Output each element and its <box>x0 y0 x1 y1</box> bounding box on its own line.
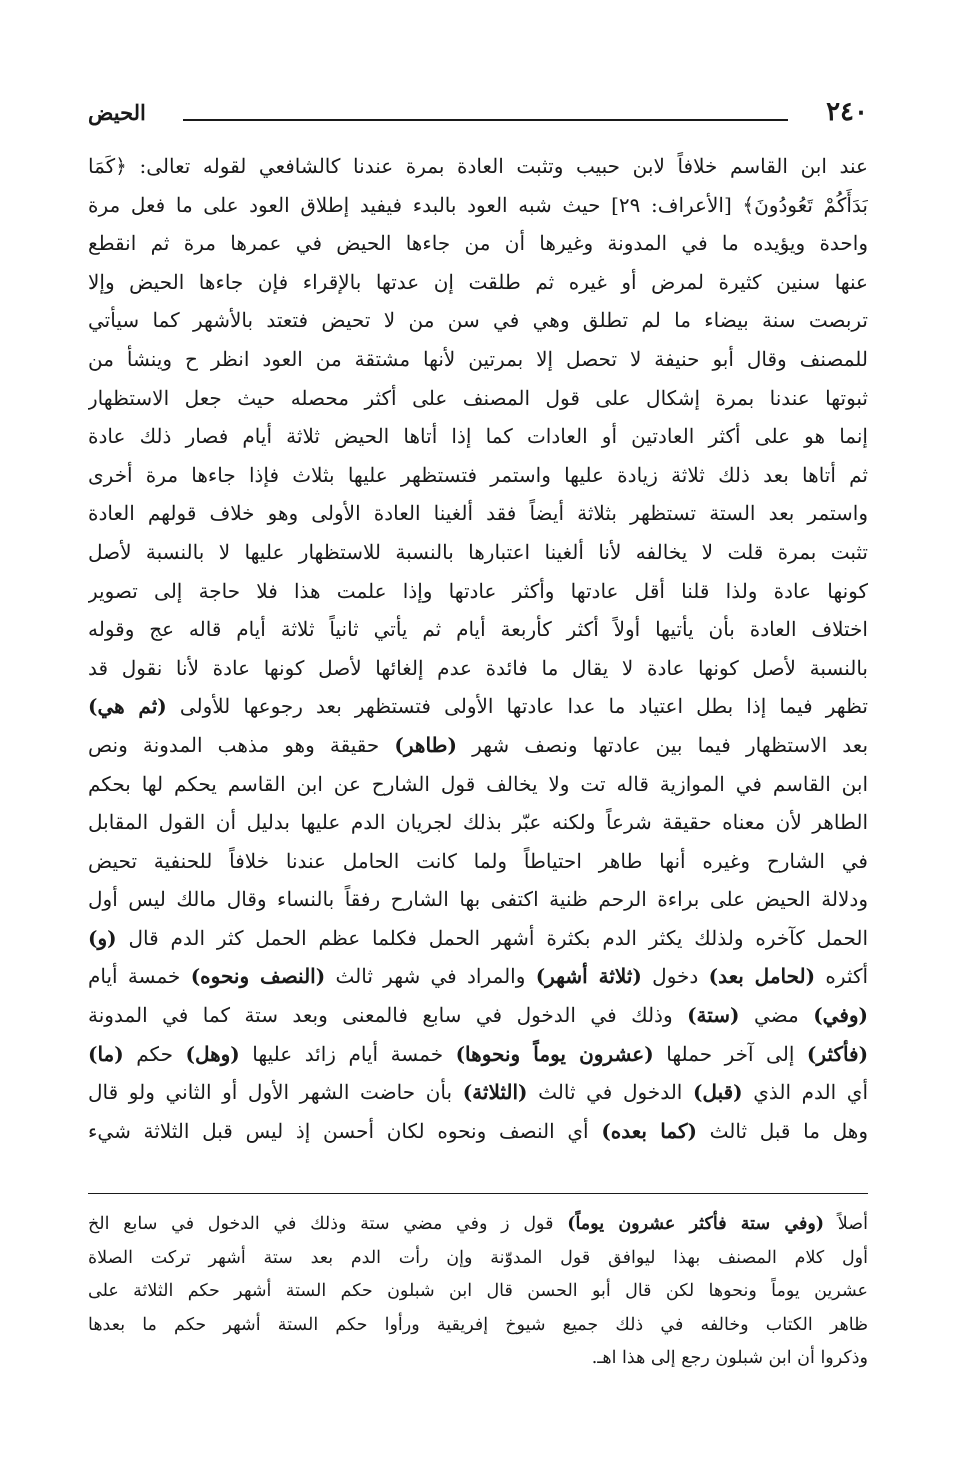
matn-quote: (و) <box>88 925 117 950</box>
text-line: واستمر بعد الستة تستظهر بثلاثة أيضاً فقد ألغينا العادة الأولى وهو خلاف قولهم العادة <box>88 501 868 526</box>
text-line: للمصنف وقال أبو حنيفة لا تحصل إلا بمرتين لأنها مشتقة من العود انظر ح وينشأ من <box>88 346 868 371</box>
page-header <box>88 92 868 132</box>
page-number: ٢٤٠ <box>826 97 868 127</box>
text-line <box>88 996 868 1035</box>
plain-text: أي الدم الذي <box>753 1080 868 1105</box>
plain-text: أي النصف ونحوه لكان أحسن إذ ليس قبل الثلاثة شيء <box>88 1118 589 1143</box>
matn-quote: (ثم هي) <box>88 694 167 719</box>
plain-text: خمسة أيام <box>88 964 181 989</box>
matn-quote: (ثلاثة أشهر) <box>535 964 642 989</box>
plain-text: حكم <box>136 1041 173 1066</box>
plain-text: مضي <box>754 1003 799 1028</box>
matn-quote: (كما بعده) <box>601 1118 697 1143</box>
footnote-line <box>88 1208 868 1242</box>
footnote-line: أول كلام المصنف بهذا ليوافق قول المدوّنة وإن رأت الدم بعد ستة أشهر تركت الصلاة <box>88 1247 868 1268</box>
plain-text: تظهر فيما إذا بطل اعتياد ما عدا عادتها الأولى فتستظهر بعد رجوعها للأولى <box>179 694 868 719</box>
footnote-rule <box>88 1193 868 1194</box>
text-line: في الشارح وغيره أنها طاهر احتياطاً ولما كانت الحامل عندنا خلافاً للحنفية تحيض <box>88 848 868 873</box>
plain-text: والمراد في شهر ثالث <box>335 964 526 989</box>
text-line: عند ابن القاسم خلافاً لابن حبيب وتثبت العادة بمرة عندنا كالشافعي لقوله تعالى: ﴿كَمَا <box>88 154 868 178</box>
text-line: بالنسبة لأصل كونها عادة لا يقال ما فائدة عدم إلغائها لأصل كونها عادة لأنا نقول قد <box>88 655 868 680</box>
matn-quote: (النصف ونحوه) <box>190 964 326 989</box>
plain-text: أصلاً <box>837 1214 868 1234</box>
text-line: الطاهر لأن معناه حقيقة شرعاً ولكنه عبّر بذلك لجريان الدم عليها بدليل أن القول المقابل <box>88 810 868 835</box>
text-line: ودلالة الحيض على براءة الرحم ظنية اكتفى بها الشارح رفقاً بالنساء وقال مالك ليس أول <box>88 887 868 912</box>
text-line <box>88 1073 868 1112</box>
main-text <box>88 147 868 1150</box>
plain-text: وذلك في الدخول في سابع فالمعنى وبعد ستة كما في المدونة <box>88 1003 673 1028</box>
text-line: بَدَأَكُمْ تَعُودُونَ﴾ [الأعراف: ٢٩] حيث شبه العود بالبدء فيفيد إطلاق العود على ما فعل مرة <box>88 192 868 217</box>
text-line: ثم أتاها بعد ذلك ثلاثة زيادة عليها واستمر فتستظهر عليها بثلاث فإذا جاءها مرة أخرى <box>88 462 868 487</box>
plain-text: أكثره <box>825 964 868 989</box>
text-line: اختلاف العادة بأن يأتيها أولاً أكثر كأربعة أيام ثم يأتي ثانياً ثلاثة أيام قاله عج وقوله <box>88 617 868 642</box>
text-line <box>88 1035 868 1074</box>
matn-quote: (الثلاثة) <box>462 1080 528 1105</box>
text-line: تربصت سنة بيضاء ما لم تطلق وهي في سن من لا تحيض فتعتد بالأشهر كما سيأتي <box>88 308 868 333</box>
matn-quote: (فأكثر) <box>806 1041 868 1066</box>
matn-quote: (وهل) <box>185 1041 240 1066</box>
matn-quote: (ستة) <box>687 1003 740 1028</box>
text-line: ثبوتها عندنا بمرة إشكال على قول المصنف على أكثر محصله حيث جعل الاستظهار <box>88 385 868 410</box>
text-line: واحدة ويؤيده ما في المدونة وغيرها أن من جاءها الحيض في عمرها مرة ثم انقطع <box>88 231 868 256</box>
text-line: عنها سنين كثيرة لمرض أو غيره ثم طلقت إن عدتها بالإقراء فإن جاءها الحيض وإلا <box>88 269 868 294</box>
footnote-line: عشرين يوماً ونحوها لكن قال أبو الحسن قال ابن شبلون حكم الستة أشهر حكم الثلاثة على <box>88 1281 868 1301</box>
text-line: كونها عادة ولذا قلنا أقل عادتها وأكثر عادتها وإذا علمت هذا فلا حاجة إلى تصوير <box>88 578 868 603</box>
text-line: تثبت بمرة قلت لا يخالفه لأنا ألغينا اعتبارها بالنسبة للاستظهار عليها لا بالنسبة لأصل <box>88 539 868 564</box>
header-rule <box>183 119 788 121</box>
matn-quote: (طاهر) <box>394 732 457 757</box>
plain-text: بعد الاستظهار فيما بين عادتها ونصف شهر <box>472 732 868 757</box>
text-line <box>88 726 868 765</box>
footnotes <box>88 1208 868 1376</box>
plain-text: الدخول في ثالث <box>538 1080 683 1105</box>
text-line: ابن القاسم في الموازية قاله تت ولا يخالف قول الشارح عن ابن القاسم يحكم لها بحكم <box>88 771 868 796</box>
plain-text: قول ز وفي مضي ستة وذلك في الدخول في سابع الخ <box>88 1214 554 1234</box>
text-line <box>88 1112 868 1151</box>
matn-quote: (وفي) <box>813 1003 868 1028</box>
text-line: إنما هو على أكثر العادتين أو العادات كما إذا أتاها الحيض ثلاثة أيام فصار ذلك عادة <box>88 424 868 449</box>
text-line <box>88 687 868 726</box>
text-line <box>88 957 868 996</box>
footnote-line: ظاهر الكتاب وخالفه في ذلك جميع شيوخ إفريقية ورأوا حكم الستة أشهر حكم ما بعدها <box>88 1314 868 1335</box>
text-line <box>88 919 868 958</box>
plain-text: بأن حاضت الشهر الأول أو الثاني ولو قال <box>88 1080 453 1105</box>
plain-text: الحمل كآخره ولذلك يكثر الدم بكثرة أشهر الحمل فكلما عظم الحمل كثر الدم قال <box>128 925 868 950</box>
plain-text: حقيقة وهو مذهب المدونة ونص <box>88 732 380 757</box>
plain-text: إلى آخر حملها <box>666 1041 795 1066</box>
matn-quote: (وفي ستة فأكثر عشرون يوماً) <box>567 1214 825 1234</box>
plain-text: خمسة أيام زائد عليها <box>252 1041 444 1066</box>
matn-quote: (عشرون يوماً ونحوها) <box>455 1041 654 1066</box>
plain-text: دخول <box>652 964 699 989</box>
chapter-title: الحيض <box>88 100 146 125</box>
matn-quote: (ما) <box>88 1041 124 1066</box>
footnote-line: وذكروا أن ابن شبلون رجع إلى هذا اهـ. <box>591 1348 868 1368</box>
matn-quote: (قبل) <box>692 1080 743 1105</box>
matn-quote: (لحامل بعد) <box>708 964 816 989</box>
plain-text: وهل ما قبل ثالث <box>709 1118 868 1143</box>
